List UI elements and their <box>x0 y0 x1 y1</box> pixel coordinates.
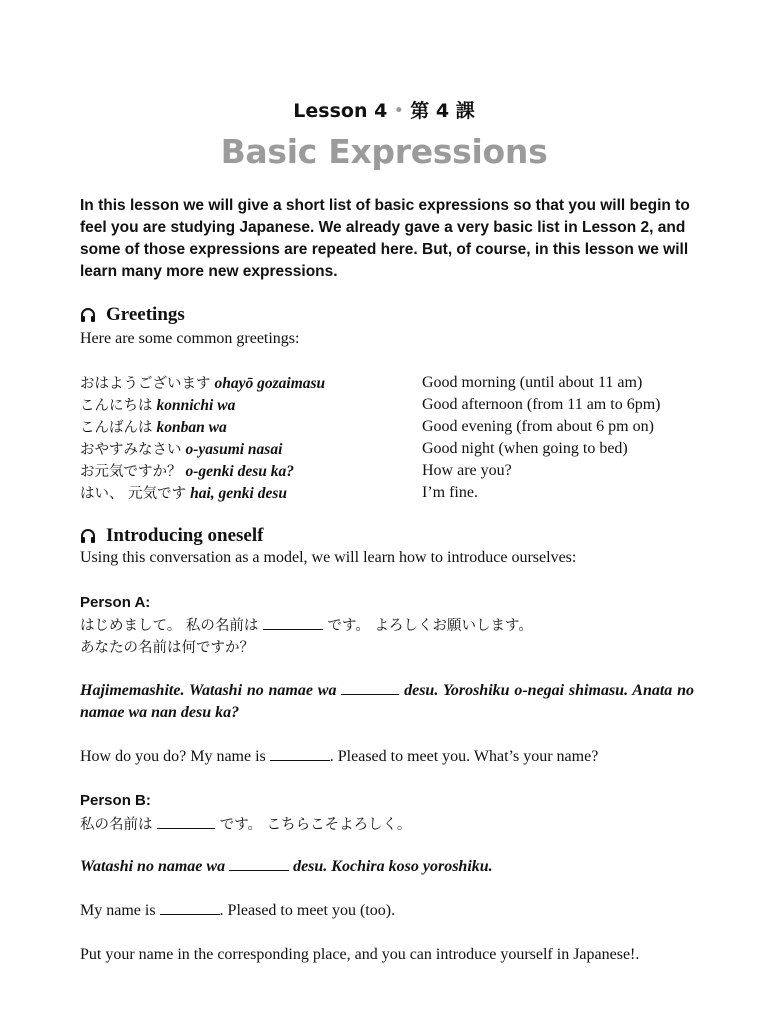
person-a-en-pre: How do you do? My name is <box>80 748 266 765</box>
person-a-jp-line1 <box>80 614 533 635</box>
name-blank <box>270 760 330 761</box>
greeting-row <box>80 438 700 460</box>
person-b-jp-line <box>80 813 411 834</box>
greeting-jp: はい、 元気です <box>80 486 187 502</box>
greeting-romaji: hai, genki desu <box>190 485 287 502</box>
page-title: Basic Expressions <box>220 132 548 171</box>
person-b-romaji-pre: Watashi no namae wa <box>80 858 226 875</box>
person-b-label: Person B: <box>80 792 151 809</box>
headphones-icon <box>80 528 96 544</box>
greeting-romaji: ohayō gozaimasu <box>214 375 326 392</box>
greeting-en: Good night (when going to bed) <box>422 440 628 457</box>
person-b-jp-post: です。 こちらこそよろしく。 <box>219 817 412 833</box>
greetings-heading <box>80 304 185 326</box>
greeting-romaji: konban wa <box>156 419 227 436</box>
person-a-en-post: . Pleased to meet you. What’s your name? <box>329 748 599 765</box>
greeting-romaji: konnichi wa <box>156 397 236 414</box>
person-b-romaji-post: desu. Kochira koso yoroshiku. <box>293 858 493 875</box>
introducing-subtitle: Using this conversation as a model, we will learn how to introduce ourselves: <box>80 549 577 566</box>
greeting-en: I’m fine. <box>422 484 478 501</box>
lesson-label: Lesson 4 <box>293 100 388 122</box>
closing-sentence: Put your name in the corresponding place, and you can introduce yourself in Japanese!. <box>80 946 640 963</box>
greeting-row <box>80 416 700 438</box>
greeting-en: Good evening (from about 6 pm on) <box>422 418 654 435</box>
person-b-en-post: . Pleased to meet you (too). <box>219 902 396 919</box>
introducing-heading-text: Introducing oneself <box>106 525 264 546</box>
name-blank <box>341 694 399 695</box>
name-blank <box>160 914 220 915</box>
greeting-romaji: o-yasumi nasai <box>185 441 283 458</box>
greeting-row <box>80 482 700 504</box>
person-a-romaji-post: desu. Yoroshiku o-negai shimasu. Anata no namae wa nan desu ka? <box>80 682 695 721</box>
greeting-row <box>80 394 700 416</box>
name-blank <box>157 828 215 829</box>
greeting-jp: お元気ですか？ <box>80 464 182 480</box>
person-a-jp-post: です。 よろしくお願いします。 <box>327 618 533 634</box>
greetings-heading-text: Greetings <box>106 304 185 325</box>
greeting-jp: こんにちは <box>80 398 153 414</box>
person-b-romaji <box>80 858 700 876</box>
greeting-en: Good afternoon (from 11 am to 6pm) <box>422 396 661 413</box>
greetings-subtitle: Here are some common greetings: <box>80 330 300 347</box>
greeting-jp: おはようございます <box>80 376 211 392</box>
greeting-row <box>80 460 700 482</box>
lesson-kanji: 第 4 課 <box>410 100 475 122</box>
greeting-jp: おやすみなさい <box>80 442 182 458</box>
greeting-romaji: o-genki desu ka? <box>185 463 294 480</box>
lesson-header <box>0 96 768 123</box>
person-a-jp-line2: あなたの名前は何ですか？ <box>80 640 254 656</box>
person-b-en-pre: My name is <box>80 902 156 919</box>
person-a-english <box>80 748 700 766</box>
person-b-english <box>80 902 700 920</box>
headphones-icon <box>80 307 96 323</box>
name-blank <box>229 870 289 871</box>
greetings-table <box>80 372 700 504</box>
greeting-jp: こんばんは <box>80 420 153 436</box>
intro-paragraph: In this lesson we will give a short list of basic expressions so that you will begin to feel you are studying Japanese. We already gave a very basic list in Lesson 2, and some of those expressions are repeated here. But, of course, in this lesson we will learn many more new expressions. <box>80 197 690 280</box>
person-a-label: Person A: <box>80 594 151 611</box>
greeting-en: Good morning (until about 11 am) <box>422 374 643 391</box>
introducing-heading <box>80 525 263 547</box>
person-a-jp-pre: はじめまして。 私の名前は <box>80 618 259 634</box>
person-a-romaji <box>80 680 694 724</box>
greeting-row <box>80 372 700 394</box>
name-blank <box>263 629 323 630</box>
person-b-jp-pre: 私の名前は <box>80 817 153 833</box>
greeting-en: How are you? <box>422 462 512 479</box>
separator-dot: • <box>394 103 404 119</box>
person-a-romaji-pre: Hajimemashite. Watashi no namae wa <box>80 682 337 699</box>
